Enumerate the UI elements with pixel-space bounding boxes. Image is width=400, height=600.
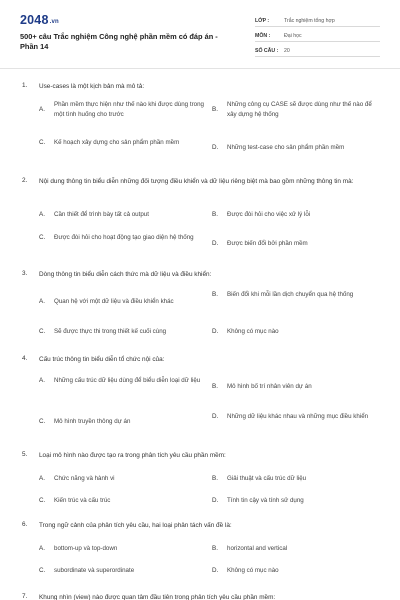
option-b[interactable] — [212, 382, 382, 392]
meta-class-value: Trắc nghiệm tổng hợp — [284, 18, 335, 24]
option-d[interactable] — [212, 412, 382, 422]
question-text: Khung nhìn (view) nào được quan tâm đầu tiên trong phân tích yêu cầu phần mềm: — [39, 594, 276, 600]
option-text: Không có mục nào — [227, 328, 279, 335]
option-b[interactable] — [212, 474, 382, 484]
option-text: Kiến trúc và cấu trúc — [54, 497, 111, 504]
question-number: 7. — [22, 593, 28, 600]
option-letter: D. — [212, 567, 219, 575]
option-text: Những test-case cho sản phẩm phần mềm — [227, 144, 345, 151]
option-text: Được biến đổi bởi phần mềm — [227, 240, 308, 247]
option-text: Sẽ được thực thi trong thiết kế cuối cùng — [54, 328, 167, 335]
option-c[interactable] — [39, 233, 204, 243]
option-text: Tính tin cậy và tính sử dụng — [227, 497, 304, 504]
option-letter: A. — [39, 298, 45, 306]
option-text: Được đòi hỏi cho hoạt động tạo giao diện hệ thống — [54, 234, 194, 241]
option-letter: C. — [39, 418, 46, 426]
option-text: Không có mục nào — [227, 567, 279, 574]
question-text: Dòng thông tin biểu diễn cách thức mà dữ liệu và điều khiển: — [39, 271, 212, 278]
option-letter: B. — [212, 106, 218, 113]
option-c[interactable] — [39, 327, 204, 337]
option-text: bottom-up và top-down — [54, 545, 118, 552]
option-letter: A. — [39, 106, 45, 113]
option-text: Chức năng và hành vi — [54, 475, 115, 482]
option-letter: B. — [212, 383, 218, 391]
page-header — [0, 0, 400, 70]
option-letter: D. — [212, 328, 219, 336]
meta-subject-value: Đại học — [284, 33, 302, 39]
option-text: Phần mềm thực hiện như thế nào khi được dùng trong một tình huống cho trước — [54, 101, 204, 118]
option-a[interactable] — [39, 210, 204, 220]
option-letter: A. — [39, 475, 45, 483]
option-a[interactable] — [39, 100, 204, 119]
meta-subject — [255, 30, 380, 42]
option-d[interactable] — [212, 496, 382, 506]
option-b[interactable] — [212, 210, 382, 220]
option-text: Giải thuật và cấu trúc dữ liệu — [227, 475, 307, 482]
option-b[interactable] — [212, 290, 382, 300]
site-logo[interactable] — [20, 13, 59, 27]
logo-text: 2048 — [20, 13, 49, 27]
meta-count — [255, 45, 380, 57]
option-letter: D. — [212, 144, 219, 152]
page-title: 500+ câu Trắc nghiệm Công nghệ phần mềm có đáp án - Phần 14 — [20, 32, 218, 51]
logo-suffix: .vn — [49, 19, 59, 25]
option-d[interactable] — [212, 143, 382, 153]
question-number: 4. — [22, 355, 28, 362]
option-a[interactable] — [39, 297, 204, 307]
option-text: Được đòi hỏi cho việc xử lý lỗi — [227, 211, 311, 218]
option-text: Những công cụ CASE sẽ được dùng như thế nào để xây dựng hệ thống — [227, 101, 372, 118]
option-text: subordinate và superordinate — [54, 567, 135, 574]
option-letter: A. — [39, 377, 45, 385]
option-letter: D. — [212, 413, 219, 421]
option-letter: C. — [39, 328, 46, 336]
option-letter: B. — [212, 475, 218, 483]
option-letter: B. — [212, 291, 218, 299]
question-text: Trong ngữ cảnh của phân tích yêu cầu, hai loại phân tách vấn đề là: — [39, 522, 232, 529]
option-letter: A. — [39, 211, 45, 219]
option-b[interactable] — [212, 100, 382, 119]
question-number: 2. — [22, 177, 28, 184]
option-letter: B. — [212, 211, 218, 219]
option-d[interactable] — [212, 566, 382, 576]
option-c[interactable] — [39, 566, 204, 576]
option-letter: C. — [39, 139, 46, 147]
option-letter: B. — [212, 545, 218, 553]
option-letter: D. — [212, 497, 219, 505]
meta-count-label: SỐ CÂU : — [255, 48, 279, 54]
meta-class — [255, 15, 380, 27]
question-text: Loại mô hình nào được tạo ra trong phân tích yêu cầu phần mềm: — [39, 452, 226, 459]
meta-subject-label: MÔN : — [255, 33, 271, 39]
option-text: Cần thiết để trình bày tất cả output — [54, 211, 149, 218]
option-text: Mô hình truyền thông dự án — [54, 418, 131, 425]
option-text: Quan hệ với một dữ liệu và điều khiển khác — [54, 298, 174, 305]
option-text: horizontal and vertical — [227, 545, 288, 552]
question-text: Cấu trúc thông tin biểu diễn tổ chức nội của: — [39, 356, 165, 363]
option-a[interactable] — [39, 474, 204, 484]
option-c[interactable] — [39, 496, 204, 506]
option-b[interactable] — [212, 544, 382, 554]
option-c[interactable] — [39, 417, 204, 427]
option-letter: D. — [212, 240, 219, 248]
meta-count-value: 20 — [284, 48, 290, 54]
question-number: 6. — [22, 521, 28, 528]
meta-class-label: LỚP : — [255, 18, 270, 24]
option-text: Những dữ liệu khác nhau và những mục điều khiển — [227, 413, 369, 420]
option-text: Mô hình bố trí nhân viên dự án — [227, 383, 312, 390]
option-text: Kế hoạch xây dựng cho sản phẩm phần mềm — [54, 139, 180, 146]
option-d[interactable] — [212, 327, 382, 337]
question-number: 5. — [22, 451, 28, 458]
question-number: 3. — [22, 270, 28, 277]
option-d[interactable] — [212, 239, 382, 249]
option-letter: C. — [39, 567, 46, 575]
option-letter: A. — [39, 545, 45, 553]
option-text: Biến đổi khi mỗi lần dịch chuyển qua hệ thống — [227, 291, 354, 298]
option-c[interactable] — [39, 138, 204, 148]
question-text: Nội dung thông tin biểu diễn những đối tượng điều khiển và dữ liệu riêng biệt mà bao gồm những thông tin mà: — [39, 178, 354, 185]
header-divider — [0, 68, 400, 69]
option-text: Những cấu trúc dữ liệu dùng để biểu diễn loại dữ liệu — [54, 377, 201, 384]
option-letter: C. — [39, 234, 46, 242]
option-a[interactable] — [39, 544, 204, 554]
question-text: Use-cases là một kịch bản mà mô tả: — [39, 83, 145, 90]
option-a[interactable] — [39, 376, 204, 386]
question-number: 1. — [22, 82, 28, 89]
option-letter: C. — [39, 497, 46, 505]
